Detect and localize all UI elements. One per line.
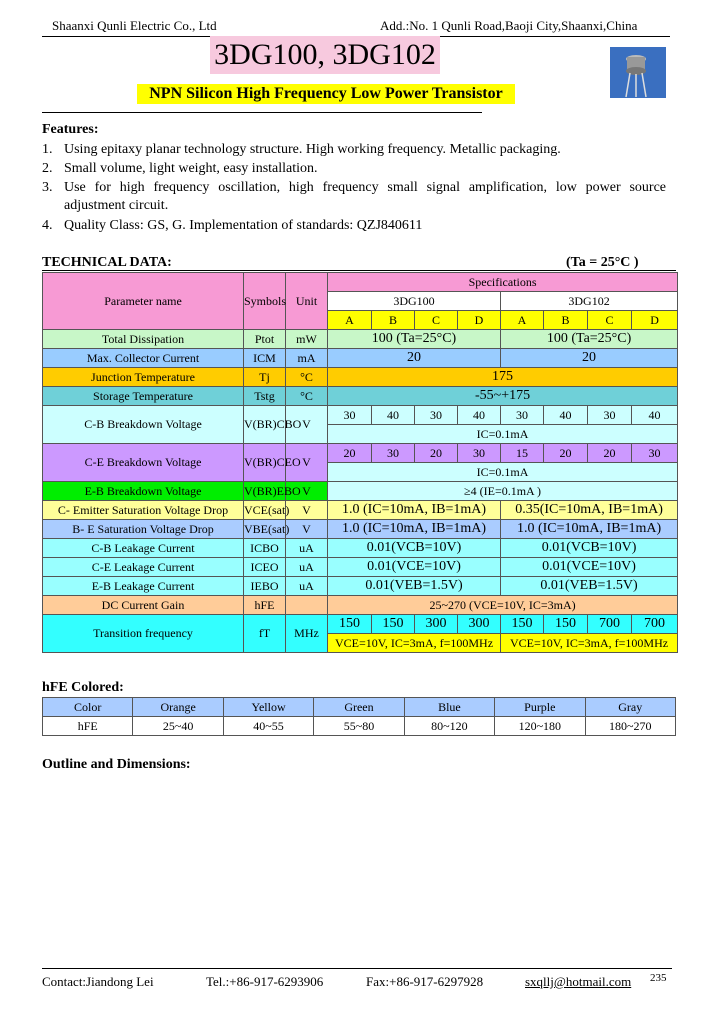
footer-email[interactable]: sxqllj@hotmail.com bbox=[525, 974, 632, 989]
company-address: Add.:No. 1 Qunli Road,Baoji City,Shaanxi,China bbox=[380, 18, 638, 33]
technical-rule bbox=[42, 270, 676, 271]
table-row: IC=0.1mA bbox=[43, 463, 678, 482]
table-row: C-B Leakage Current ICBO uA 0.01(VCB=10V) 0.01(VCB=10V) bbox=[43, 539, 678, 558]
table-row: Storage Temperature Tstg °C -55~+175 bbox=[43, 387, 678, 406]
table-row: Color Orange Yellow Green Blue Purple Gray bbox=[43, 698, 676, 717]
table-row: Junction Temperature Tj °C 175 bbox=[43, 368, 678, 387]
grade: B bbox=[372, 311, 415, 330]
feature-item: 3. Use for high frequency oscillation, high frequency small signal amplification, low power source adjustment circuit. bbox=[42, 180, 666, 213]
grade: B bbox=[544, 311, 588, 330]
feature-item: 2. Small volume, light weight, easy installation. bbox=[42, 161, 318, 176]
grade: D bbox=[458, 311, 501, 330]
table-row: E-B Leakage Current IEBO uA 0.01(VEB=1.5V) 0.01(VEB=1.5V) bbox=[43, 577, 678, 596]
footer-fax: Fax:+86-917-6297928 bbox=[366, 974, 484, 989]
col-unit: Unit bbox=[286, 273, 328, 330]
table-row: C-B Breakdown Voltage V(BR)CBO V 30 40 30 40 30 40 30 40 bbox=[43, 406, 678, 425]
ambient-condition: (Ta = 25°C ) bbox=[566, 255, 639, 270]
hfe-colored-heading: hFE Colored: bbox=[42, 680, 124, 695]
table-row: Transition frequency fT MHz 150 150 300 300 150 150 700 700 bbox=[43, 615, 678, 634]
technical-heading: TECHNICAL DATA: bbox=[42, 255, 172, 270]
footer-rule bbox=[42, 968, 672, 969]
table-row: DC Current Gain hFE 25~270 (VCE=10V, IC=3mA) bbox=[43, 596, 678, 615]
features-heading: Features: bbox=[42, 122, 99, 137]
grade: D bbox=[632, 311, 678, 330]
col-param: Parameter name bbox=[43, 273, 244, 330]
grade: A bbox=[328, 311, 372, 330]
grade: C bbox=[415, 311, 458, 330]
table-row: B- E Saturation Voltage Drop VBE(sat) V 1.0 (IC=10mA, IB=1mA) 1.0 (IC=10mA, IB=1mA) bbox=[43, 520, 678, 539]
feature-item: 1. Using epitaxy planar technology structure. High working frequency. Metallic packaging. bbox=[42, 142, 561, 157]
outline-heading: Outline and Dimensions: bbox=[42, 757, 191, 772]
table-row: hFE 25~40 40~55 55~80 80~120 120~180 180~270 bbox=[43, 717, 676, 736]
col-spec: Specifications bbox=[328, 273, 678, 292]
table-row: E-B Breakdown Voltage V(BR)EBO V ≥4 (IE=0.1mA ) bbox=[43, 482, 678, 501]
footer-contact: Contact:Jiandong Lei bbox=[42, 974, 154, 989]
grade: C bbox=[588, 311, 632, 330]
col-symbols: Symbols bbox=[244, 273, 286, 330]
spec-table bbox=[42, 272, 678, 653]
table-row: Max. Collector Current ICM mA 20 20 bbox=[43, 349, 678, 368]
grade: A bbox=[501, 311, 544, 330]
model-3dg102: 3DG102 bbox=[501, 292, 678, 311]
company-name: Shaanxi Qunli Electric Co., Ltd bbox=[52, 18, 217, 33]
table-row: C-E Breakdown Voltage V(BR)CEO V 20 30 20 30 15 20 20 30 bbox=[43, 444, 678, 463]
hfe-color-table bbox=[42, 697, 676, 736]
table-row: IC=0.1mA bbox=[43, 425, 678, 444]
subtitle-rule bbox=[42, 112, 482, 113]
footer-tel: Tel.:+86-917-6293906 bbox=[206, 974, 324, 989]
table-row: VCE=10V, IC=3mA, f=100MHz VCE=10V, IC=3mA, f=100MHz bbox=[43, 634, 678, 653]
page-number: 235 bbox=[650, 972, 667, 984]
page-title: 3DG100, 3DG102 bbox=[210, 36, 440, 74]
subtitle: NPN Silicon High Frequency Low Power Transistor bbox=[137, 84, 515, 104]
table-row: Total Dissipation Ptot mW 100 (Ta=25°C) 100 (Ta=25°C) bbox=[43, 330, 678, 349]
feature-item: 4. Quality Class: GS, G. Implementation of standards: QZJ840611 bbox=[42, 218, 423, 233]
transistor-photo bbox=[610, 47, 666, 98]
table-row: C- Emitter Saturation Voltage Drop VCE(sat) V 1.0 (IC=10mA, IB=1mA) 0.35(IC=10mA, IB=1mA) bbox=[43, 501, 678, 520]
table-row: C-E Leakage Current ICEO uA 0.01(VCE=10V) 0.01(VCE=10V) bbox=[43, 558, 678, 577]
model-3dg100: 3DG100 bbox=[328, 292, 501, 311]
